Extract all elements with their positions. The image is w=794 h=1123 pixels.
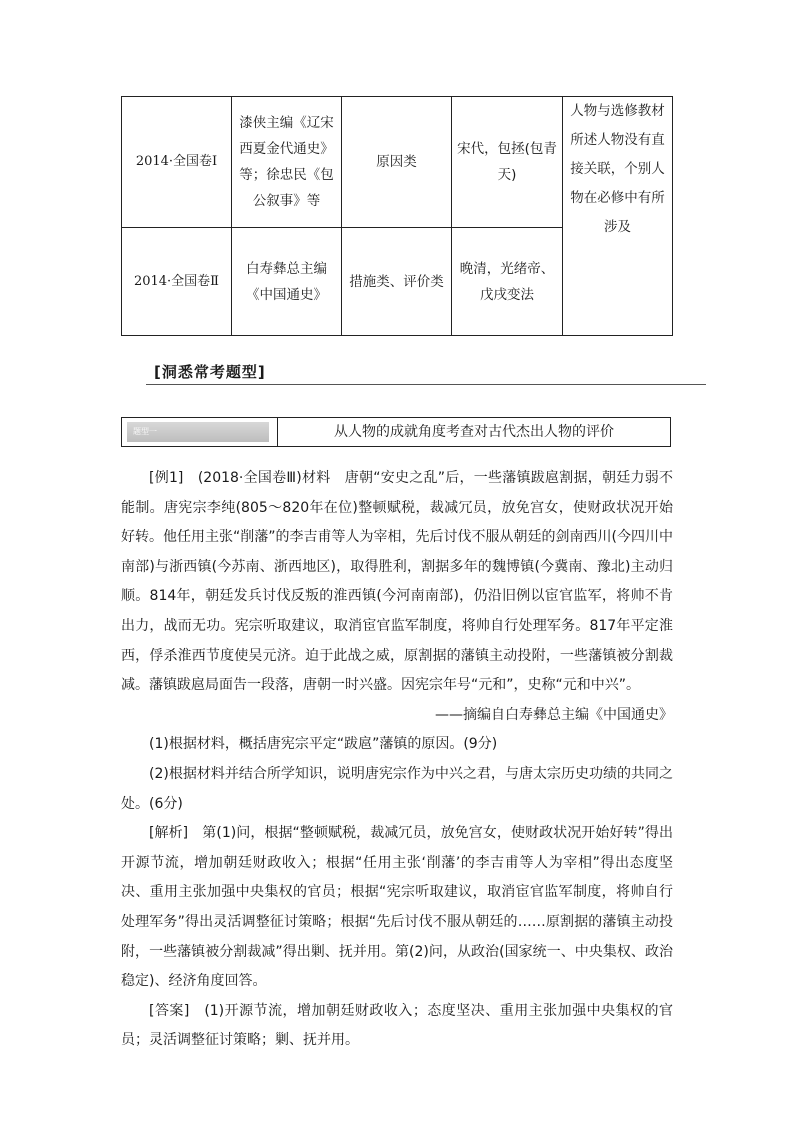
question-1: (1)根据材料，概括唐宪宗平定“跋扈”藩镇的原因。(9分) bbox=[149, 736, 498, 753]
example-body bbox=[121, 464, 673, 1056]
exam-cell: 2014·全国卷Ⅰ bbox=[122, 97, 232, 228]
type-cell: 措施类、评价类 bbox=[342, 228, 452, 336]
table-row bbox=[122, 97, 673, 228]
figure-cell: 晚清，光绪帝、戊戌变法 bbox=[452, 228, 563, 336]
book-cell: 白寿彝总主编《中国通史》 bbox=[232, 228, 342, 336]
book-cell: 漆侠主编《辽宋西夏金代通史》等；徐忠民《包公叙事》等 bbox=[232, 97, 342, 228]
analysis: [解析] 第(1)问，根据“整顿赋税，裁减冗员，放免宫女，使财政状况开始好转”得出开源节流，增加朝廷财政收入；根据“任用主张‘削藩’的李吉甫等人为宰相”得出态度坚决、重用主张加强中央集权的官员；根据“宪宗听取建议，取消宦官监军制度，将帅自行处理军务”得出灵活调整征讨策略；根据“先后讨伐不服从朝廷的……原割据的藩镇主动投附，一些藩镇被分割裁减”得出剿、抚并用。第(2)问，从政治(国家统一、中央集权、政治稳定)、经济角度回答。 bbox=[121, 825, 673, 990]
example-material: [例1] (2018·全国卷Ⅲ)材料 唐朝“安史之乱”后，一些藩镇跋扈割据，朝廷力弱不能制。唐宪宗李纯(805～820年在位)整顿赋税，裁减冗员，放免宫女，使财政状况开始好转。他任用主张“削藩”的李吉甫等人为宰相，先后讨伐不服从朝廷的剑南西川(今四川中南部)与浙西镇(今苏南、浙西地区)，取得胜利，割据多年的魏博镇(今冀南、豫北)主动归顺。814年，朝廷发兵讨伐反叛的淮西镇(今河南南部)，仍沿旧例以宦官监军，将帅不肯出力，战而无功。宪宗听取建议，取消宦官监军制度，将帅自行处理军务。817年平定淮西，俘杀淮西节度使吴元济。迫于此战之威，原割据的藩镇主动投附，一些藩镇被分割裁减。藩镇跋扈局面告一段落，唐朝一时兴盛。因宪宗年号“元和”，史称“元和中兴”。 bbox=[121, 470, 673, 694]
topic-box bbox=[121, 417, 671, 447]
type-cell: 原因类 bbox=[342, 97, 452, 228]
section-divider bbox=[146, 384, 706, 385]
exam-cell: 2014·全国卷Ⅱ bbox=[122, 228, 232, 336]
figure-cell: 宋代，包拯(包青天) bbox=[452, 97, 563, 228]
source-table bbox=[121, 96, 673, 336]
section-title: [洞悉常考题型] bbox=[154, 363, 266, 381]
answer: [答案] (1)开源节流，增加朝廷财政收入；态度坚决、重用主张加强中央集权的官员；灵活调整征讨策略；剿、抚并用。 bbox=[121, 1002, 673, 1049]
note-cell: 人物与选修教材所述人物没有直接关联，个别人物在必修中有所涉及 bbox=[563, 97, 673, 336]
question-2: (2)根据材料并结合所学知识，说明唐宪宗作为中兴之君，与唐太宗历史功绩的共同之处。(6分) bbox=[121, 765, 673, 812]
example-source: ——摘编自白寿彝总主编《中国通史》 bbox=[435, 706, 673, 723]
topic-title: 从人物的成就角度考查对古代杰出人物的评价 bbox=[334, 424, 614, 440]
topic-tag: 题型一 bbox=[127, 422, 269, 442]
